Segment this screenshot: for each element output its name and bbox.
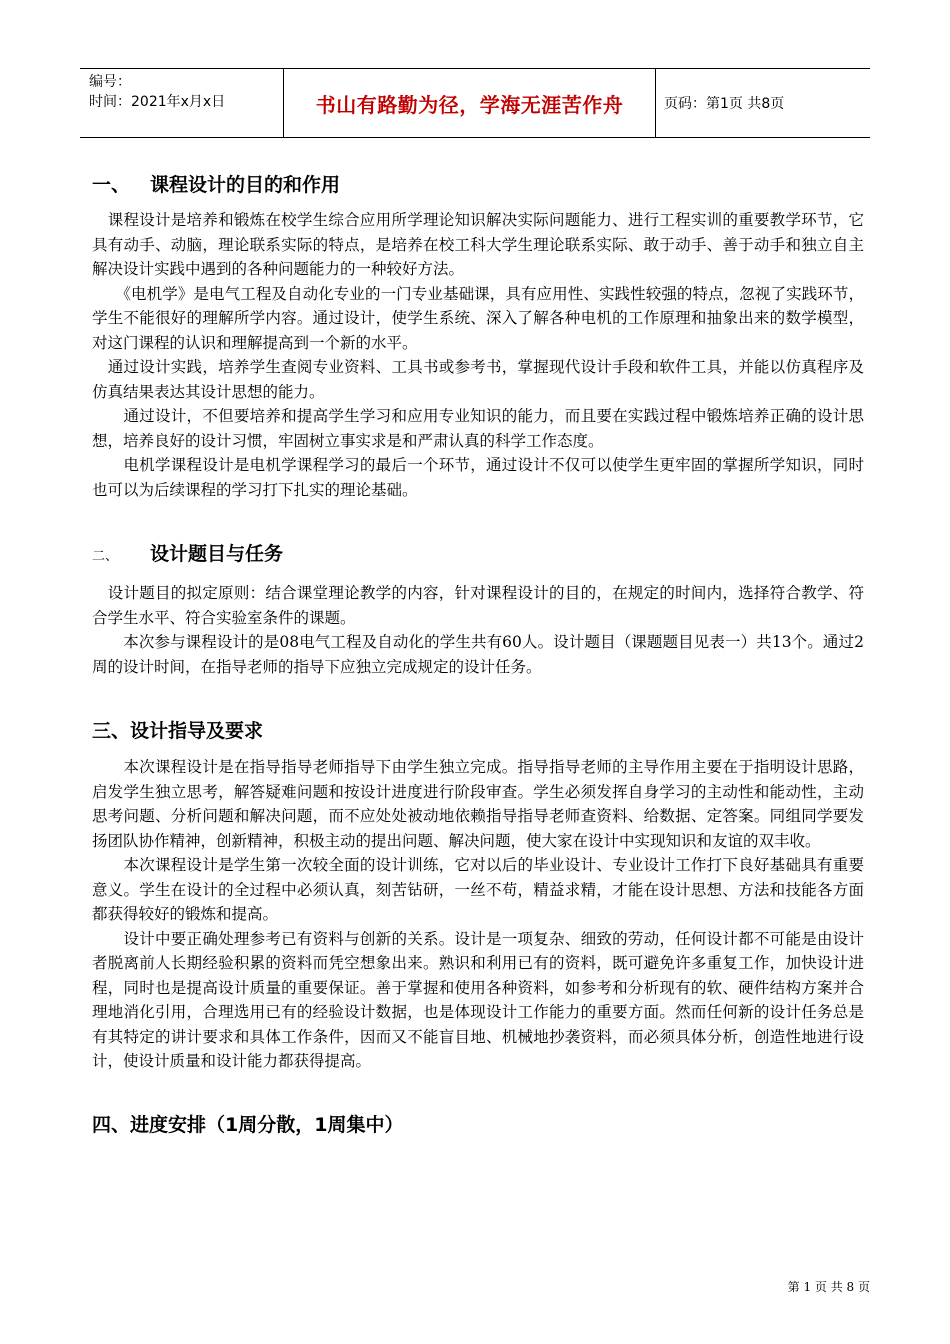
header-motto: 书山有路勤为径，学海无涯苦作舟 xyxy=(284,69,656,137)
section-title: 课程设计的目的和作用 xyxy=(150,174,341,196)
paragraph: 通过设计实践，培养学生查阅专业资料、工具书或参考书，掌握现代设计手段和软件工具，并能以仿真程序及仿真结果表达其设计思想的能力。 xyxy=(92,358,864,401)
paragraph: 本次参与课程设计的是08电气工程及自动化的学生共有60人。设计题目（课题题目见表一）共13个。通过2周的设计时间，在指导老师的指导下应独立完成规定的设计任务。 xyxy=(92,633,864,676)
paragraph: 课程设计是培养和锻炼在校学生综合应用所学理论知识解决实际问题能力、进行工程实训的重要教学环节，它具有动手、动脑，理论联系实际的特点，是培养在校工科大学生理论联系实际、敢于动手、善于动手和独立自主解决设计实践中遇到的各种问题能力的一种较好方法。 xyxy=(92,211,864,278)
paragraph: 《电机学》是电气工程及自动化专业的一门专业基础课，具有应用性、实践性较强的特点，忽视了实践环节，学生不能很好的理解所学内容。通过设计，使学生系统、深入了解各种电机的工作原理和抽象出来的数学模型，对这门课程的认识和理解提高到一个新的水平。 xyxy=(92,284,864,352)
section-heading-2 xyxy=(92,539,864,572)
header-page-info: 页码：第1页 共8页 xyxy=(664,96,785,112)
section-number: 一、 xyxy=(92,174,131,196)
paragraph: 设计题目的拟定原则：结合课堂理论教学的内容，针对课程设计的目的，在规定的时间内，选择符合教学、符合学生水平、符合实验室条件的课题。 xyxy=(92,584,864,627)
document-body xyxy=(92,170,864,1140)
paragraph: 本次课程设计是在指导指导老师指导下由学生独立完成。指导指导老师的主导作用主要在于指明设计思路，启发学生独立思考，解答疑难问题和按设计进度进行阶段审查。学生必须发挥自身学习的主动性和能动性，主动思考问题、分析问题和解决问题，而不应处处被动地依赖指导指导老师查资料、给数据、定答案。同组同学要发扬团队协作精神，创新精神，积极主动的提出问题、解决问题，使大家在设计中实现知识和友谊的双丰收。 xyxy=(92,758,864,850)
paragraph: 本次课程设计是学生第一次较全面的设计训练，它对以后的毕业设计、专业设计工作打下良好基础具有重要意义。学生在设计的全过程中必须认真，刻苦钻研，一丝不苟，精益求精，才能在设计思想、方法和技能各方面都获得较好的锻炼和提高。 xyxy=(92,856,864,923)
page-footer: 第 1 页 共 8 页 xyxy=(787,1280,870,1294)
paragraph: 设计中要正确处理参考已有资料与创新的关系。设计是一项复杂、细致的劳动，任何设计都不可能是由设计者脱离前人长期经验积累的资料而凭空想象出来。熟识和利用已有的资料，既可避免许多重复工作，加快设计进程，同时也是提高设计质量的重要保证。善于掌握和使用各种资料，如参考和分析现有的软、硬件结构方案并合理地消化引用，合理选用已有的经验设计数据，也是体现设计工作能力的重要方面。然而任何新的设计任务总是有其特定的讲计要求和具体工作条件，因而又不能盲目地、机械地抄袭资料，而必须具体分析，创造性地进行设计，使设计质量和设计能力都获得提高。 xyxy=(92,929,864,1070)
section-heading-4: 四、进度安排（1周分散，1周集中） xyxy=(92,1113,404,1136)
document-header xyxy=(80,68,870,138)
section-heading-3: 三、设计指导及要求 xyxy=(92,720,264,742)
number-label: 编号： xyxy=(89,74,131,90)
date-label: 时间：2021年x月x日 xyxy=(89,94,226,110)
paragraph: 电机学课程设计是电机学课程学习的最后一个环节，通过设计不仅可以使学生更牢固的掌握所学知识，同时也可以为后续课程的学习打下扎实的理论基础。 xyxy=(92,456,864,499)
section-number: 二、 xyxy=(92,549,119,564)
section-title: 设计题目与任务 xyxy=(150,543,284,565)
section-heading-1 xyxy=(92,170,864,200)
header-meta-cell xyxy=(80,69,284,137)
paragraph: 通过设计，不但要培养和提高学生学习和应用专业知识的能力，而且要在实践过程中锻炼培养正确的设计思想，培养良好的设计习惯，牢固树立事实求是和严肃认真的科学工作态度。 xyxy=(92,407,864,450)
